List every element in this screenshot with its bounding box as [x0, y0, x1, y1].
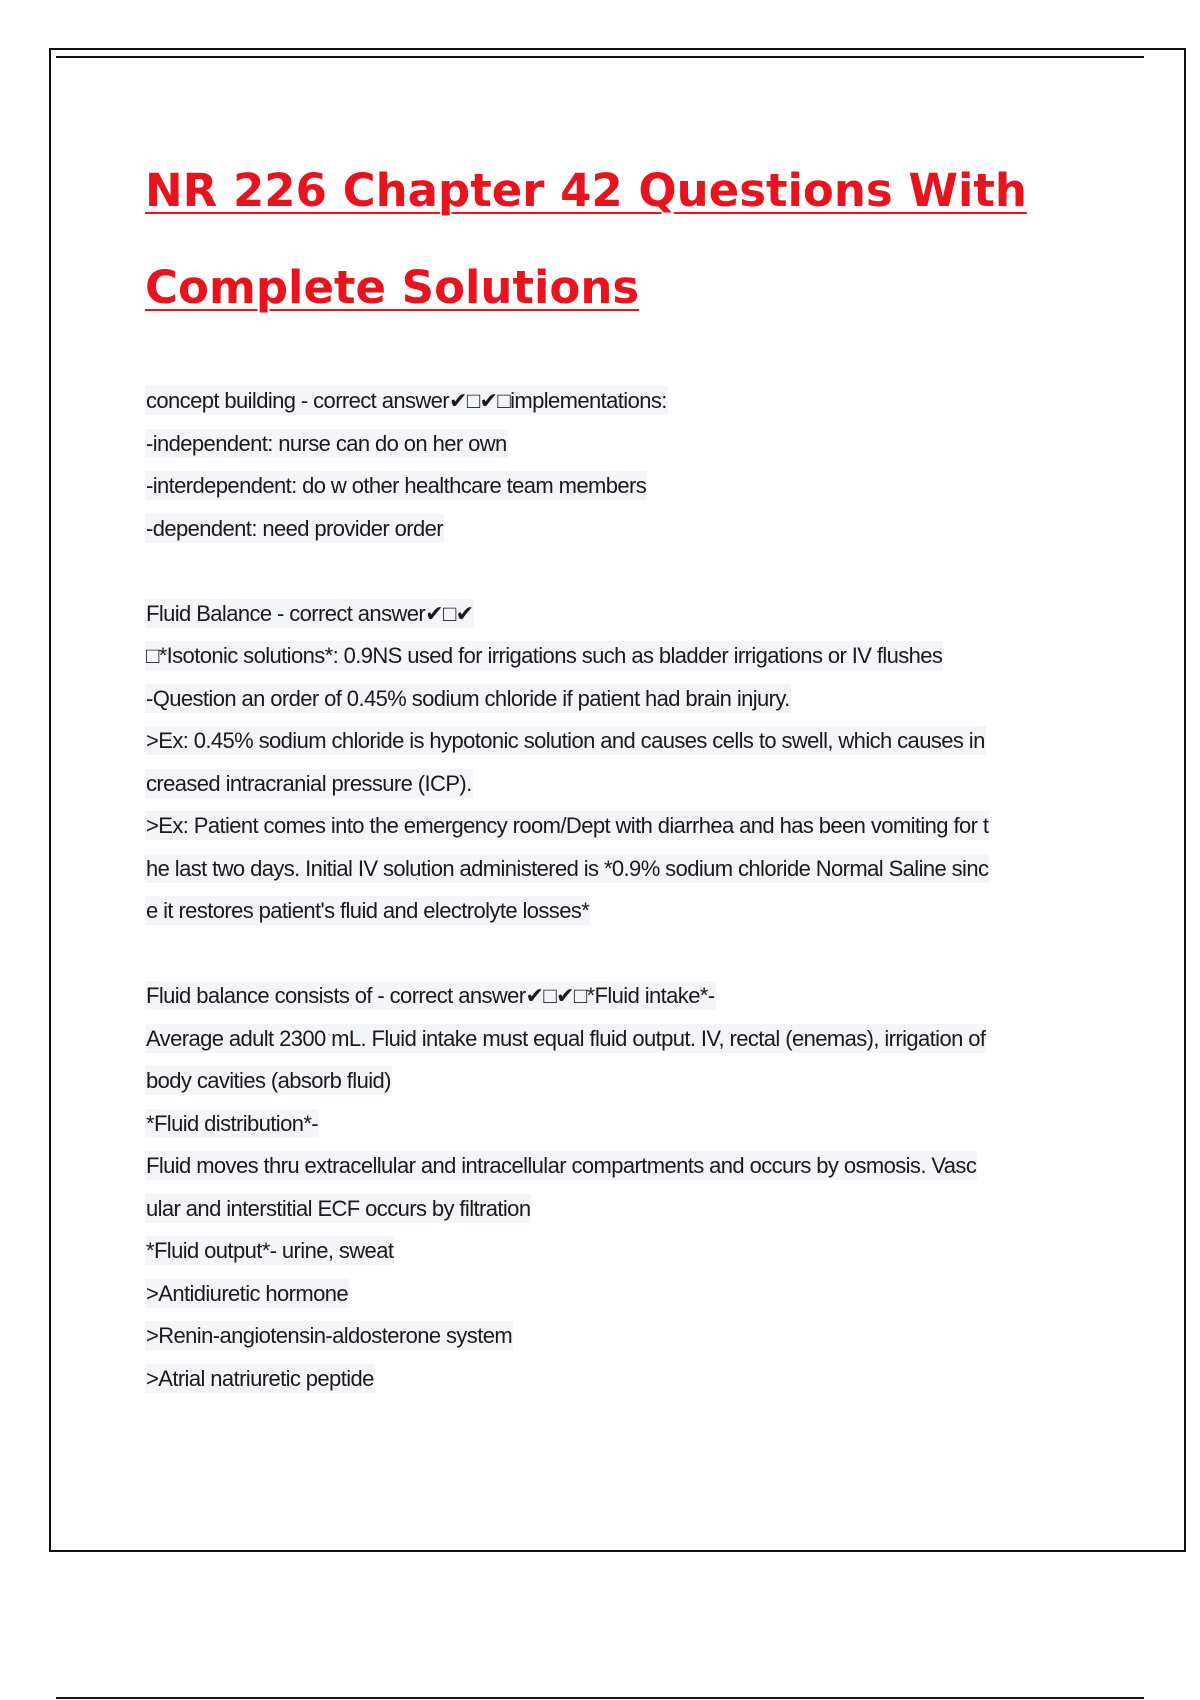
- text-line: Average adult 2300 mL. Fluid intake must equal fluid output. IV, rectal (enemas), irrigation of: [146, 1025, 986, 1051]
- section-concept-building: [145, 380, 1095, 550]
- text-line: >Ex: Patient comes into the emergency room/Dept with diarrhea and has been vomiting for t: [146, 813, 989, 838]
- paragraph-gap: [145, 933, 1095, 976]
- document-body: [145, 380, 1095, 1400]
- title-line-1: NR 226 Chapter 42 Questions With: [145, 164, 1027, 217]
- text-line: >Renin-angiotensin-aldosterone system: [146, 1323, 513, 1348]
- text-line: body cavities (absorb fluid): [146, 1068, 391, 1093]
- text-line: Fluid balance consists of - correct answer✔□✔□*Fluid intake*-: [146, 983, 715, 1008]
- bottom-rule: [56, 1697, 1144, 1699]
- text-line: *Fluid output*- urine, sweat: [146, 1238, 394, 1263]
- section-fluid-balance-consists: [145, 975, 1095, 1400]
- text-line: ular and interstitial ECF occurs by filtration: [146, 1195, 531, 1221]
- text-line: -Question an order of 0.45% sodium chloride if patient had brain injury.: [146, 685, 790, 711]
- text-line: *Fluid distribution*-: [146, 1110, 319, 1136]
- paragraph-gap: [145, 550, 1095, 593]
- text-line: -dependent: need provider order: [146, 515, 443, 541]
- text-line: creased intracranial pressure (ICP).: [146, 770, 472, 796]
- document-title: [145, 142, 1027, 336]
- title-line-2: Complete Solutions: [145, 261, 640, 314]
- text-line: >Ex: 0.45% sodium chloride is hypotonic solution and causes cells to swell, which causes in: [146, 728, 985, 753]
- text-line: -interdependent: do w other healthcare team members: [146, 473, 647, 498]
- text-line: he last two days. Initial IV solution administered is *0.9% sodium chloride Normal Saline sinc: [146, 855, 989, 881]
- text-line: >Antidiuretic hormone: [146, 1280, 349, 1306]
- text-line: -independent: nurse can do on her own: [146, 430, 507, 456]
- text-line: >Atrial natriuretic peptide: [146, 1365, 374, 1391]
- top-rule: [56, 56, 1144, 58]
- text-line: concept building - correct answer✔□✔□implementations:: [146, 388, 667, 413]
- text-line: Fluid moves thru extracellular and intracellular compartments and occurs by osmosis. Vasc: [146, 1153, 977, 1178]
- text-line: e it restores patient's fluid and electrolyte losses*: [146, 898, 590, 923]
- text-line: Fluid Balance - correct answer✔□✔: [146, 600, 474, 626]
- section-fluid-balance: [145, 593, 1095, 933]
- text-line: □*Isotonic solutions*: 0.9NS used for irrigations such as bladder irrigations or IV flushes: [146, 643, 943, 668]
